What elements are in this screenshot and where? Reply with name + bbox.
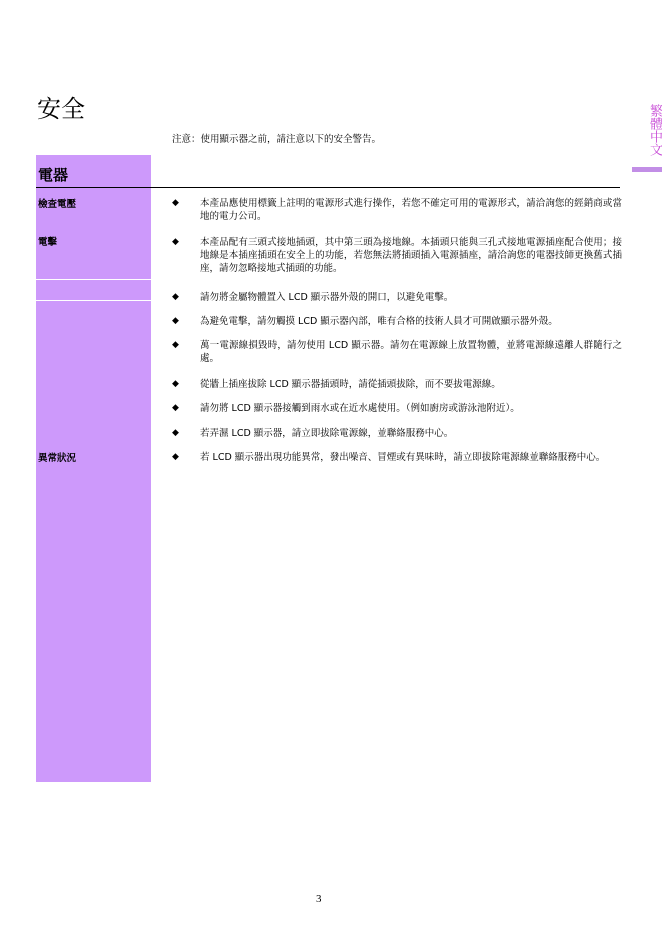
label-electric-shock: 電擊	[38, 237, 58, 248]
bullet-diamond-icon: ◆	[172, 198, 179, 208]
sidebar-separator	[36, 279, 151, 280]
bullet-diamond-icon: ◆	[172, 403, 179, 413]
list-item: ◆ 本產品配有三頭式接地插頭，其中第三頭為接地線。本插頭只能與三孔式接地電源插座配合使用；接地線是本插座插頭在安全上的功能，若您無法將插頭插入電源插座，請洽詢您的電器技師更換舊式插座，請勿忽略接地式插頭的功能。	[172, 237, 622, 274]
language-tab: 繁體中文	[647, 104, 662, 156]
list-item: ◆ 若 LCD 顯示器出現功能異常，發出噪音、冒煙或有異味時，請立即拔除電源線並聯絡服務中心。	[172, 452, 606, 463]
list-item: ◆ 若弄濕 LCD 顯示器，請立即拔除電源線，並聯絡服務中心。	[172, 428, 454, 439]
safety-notice: 注意：使用顯示器之前，請注意以下的安全警告。	[172, 134, 382, 145]
bullet-diamond-icon: ◆	[172, 316, 179, 326]
label-abnormal: 異常狀況	[38, 453, 77, 464]
language-tab-bar	[632, 167, 662, 172]
section-heading: 電器	[38, 166, 69, 184]
list-item: ◆ 為避免電擊，請勿觸摸 LCD 顯示器內部，唯有合格的技術人員才可開啟顯示器外殼。	[172, 316, 558, 327]
page-title: 安全	[37, 95, 85, 123]
sidebar-separator	[36, 300, 151, 301]
list-item: ◆ 從牆上插座拔除 LCD 顯示器插頭時，請從插頭拔除，而不要拔電源線。	[172, 379, 501, 390]
list-item: ◆ 本產品應使用標籤上註明的電源形式進行操作，若您不確定可用的電源形式，請洽詢您的經銷商或當地的電力公司。	[172, 198, 622, 222]
section-sidebar	[36, 155, 151, 782]
list-item: ◆ 請勿將 LCD 顯示器接觸到雨水或在近水處使用。（例如廚房或游泳池附近）。	[172, 403, 520, 414]
list-item: ◆ 請勿將金屬物體置入 LCD 顯示器外殼的開口，以避免電擊。	[172, 292, 454, 303]
list-item: ◆ 萬一電源線損毀時，請勿使用 LCD 顯示器。請勿在電源線上放置物體，並將電源線遠離人群隨行之處。	[172, 340, 622, 364]
label-check-power: 檢查電壓	[38, 199, 77, 210]
bullet-diamond-icon: ◆	[172, 237, 179, 247]
bullet-diamond-icon: ◆	[172, 428, 179, 438]
bullet-diamond-icon: ◆	[172, 452, 179, 462]
bullet-diamond-icon: ◆	[172, 379, 179, 389]
bullet-diamond-icon: ◆	[172, 292, 179, 302]
section-rule	[36, 187, 620, 188]
page-number: 3	[316, 893, 322, 905]
bullet-diamond-icon: ◆	[172, 340, 179, 350]
